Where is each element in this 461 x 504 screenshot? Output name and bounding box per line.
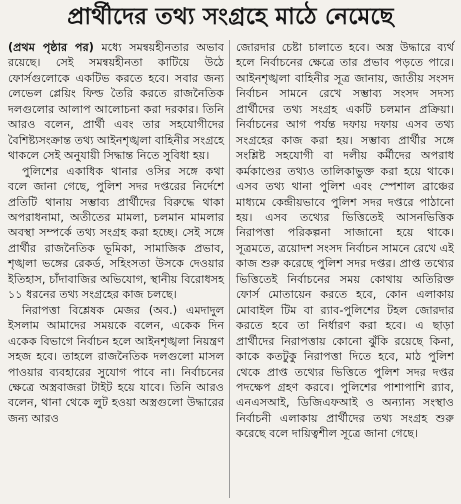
left-paragraph-2: পুলিশের একাধিক থানার ওসির সঙ্গে কথা বলে জানা গেছে, পুলিশ সদর দপ্তরের নির্দেশে প্রতিটি থানায় সম্ভাব্য প্রার্থীদের বিরুদ্ধে থাকা অপরাধনামা, অতীতের মামলা, চলমান মামলার অবস্থা সম্পর্কে তথ্য সংগ্রহ করা হচ্ছে। সেই সঙ্গে প্রার্থীর রাজনৈতিক ভূমিকা, সামাজিক প্রভাব, শৃঙ্খলা ভঙ্গের রেকর্ড, সহিংসতা উসকে দেওয়ার ইতিহাস, চাঁদাবাজির অভিযোগ, স্থানীয় বিরোধসহ ১১ ধরনের তথ্য সংগ্রহের কাজ চলছে। bbox=[8, 164, 224, 302]
left-paragraph-1 bbox=[8, 40, 224, 164]
right-column bbox=[236, 40, 454, 442]
left-paragraph-1-text: মধ্যে সমন্বয়হীনতার অভাব রয়েছে। সেই সমন্বয়হীনতা কাটিয়ে উঠে ফোর্সগুলোকে একটিভ করতে হবে। সবার জন্য লেভেল প্লেয়িং ফিল্ড তৈরি করতে রাজনৈতিক দলগুলোর আলাপ আলোচনা করা দরকার। তিনি আরও বলেন, প্রার্থী এবং তার সহযোগীদের বৈশিষ্ট্যসংক্রান্ত তথ্য আইনশৃঙ্খলা বাহিনীর সংগ্রহে থাকলে সেই অনুযায়ী সিদ্ধান্ত নিতে সুবিধা হয়। bbox=[8, 41, 224, 163]
column-divider bbox=[229, 40, 230, 498]
article-headline: প্রার্থীদের তথ্য সংগ্রহে মাঠে নেমেছে bbox=[67, 3, 394, 30]
left-column bbox=[8, 40, 224, 426]
right-paragraph-1: জোরদার চেষ্টা চালাতে হবে। অস্ত্র উদ্ধারে ব্যর্থ হলে নির্বাচনের ক্ষেত্রে তার প্রভাব পড়তে পারে। আইনশৃঙ্খলা বাহিনীর সূত্র জানায়, জাতীয় সংসদ নির্বাচন সামনে রেখে সম্ভাব্য সংসদ সদস্য প্রার্থীদের তথ্য সংগ্রহ একটি চলমান প্রক্রিয়া। নির্বাচনের আগ পর্যন্ত দফায় দফায় এসব তথ্য সংগ্রহের কাজ করা হয়। সম্ভাব্য প্রার্থীর সঙ্গে সংশ্লিষ্ট সহযোগী বা দলীয় কর্মীদের অপরাধ কর্মকাণ্ডের তথ্যও তালিকাভুক্ত করা হয়ে থাকে। এসব তথ্য থানা পুলিশ এবং স্পেশাল ব্রাঞ্চের মাধ্যমে কেন্দ্রীয়ভাবে পুলিশ সদর দপ্তরে পাঠানো হয়। এসব তথ্যের ভিত্তিতেই আসনভিত্তিক নিরাপত্তা পরিকল্পনা সাজানো হয়ে থাকে। সূত্রমতে, ত্রয়োদশ সংসদ নির্বাচন সামনে রেখে এই কাজ শুরু করেছে পুলিশ সদর দপ্তর। প্রাপ্ত তথ্যের ভিত্তিতেই নির্বাচনের সময় কোথায় অতিরিক্ত ফোর্স মোতায়েন করতে হবে, কোন এলাকায় মোবাইল টিম বা র‌্যাব-পুলিশের টহল জোরদার করতে হবে তা নির্ধারণ করা হবে। এ ছাড়া প্রার্থীদের নিরাপত্তায় কোনো ঝুঁকি রয়েছে কিনা, কাকে কতটুকু নিরাপত্তা দিতে হবে, মাঠ পুলিশ থেকে প্রাপ্ত তথ্যের ভিত্তিতে পুলিশ সদর দপ্তর পদক্ষেপ গ্রহণ করবে। পুলিশের পাশাপাশি র‌্যাব, এনএসআই, ডিজিএফআই ও অন্যান্য সংস্থাও নির্বাচনী এলাকায় প্রার্থীদের তথ্য সংগ্রহ শুরু করেছে বলে দায়িত্বশীল সূত্রে জানা গেছে। bbox=[236, 41, 454, 441]
left-paragraph-3: নিরাপত্তা বিশ্লেষক মেজর (অব.) এমদাদুল ইসলাম আমাদের সময়কে বলেন, একেক দিন একেক বিভাগে নির্বাচন হলে আইনশৃঙ্খলা নিয়ন্ত্রণ সহজ হবে। তাহলে রাজনৈতিক দলগুলো মাসল পাওয়ার ব্যবহারের সুযোগ পাবে না। নির্বাচনের ক্ষেত্রে অস্ত্রবাজরা টাইট হয়ে যাবে। তিনি আরও বলেন, থানা থেকে লুট হওয়া অস্ত্রগুলো উদ্ধারের জন্য আরও bbox=[8, 303, 224, 425]
continued-label: (প্রথম পৃষ্ঠার পর) bbox=[8, 41, 94, 54]
